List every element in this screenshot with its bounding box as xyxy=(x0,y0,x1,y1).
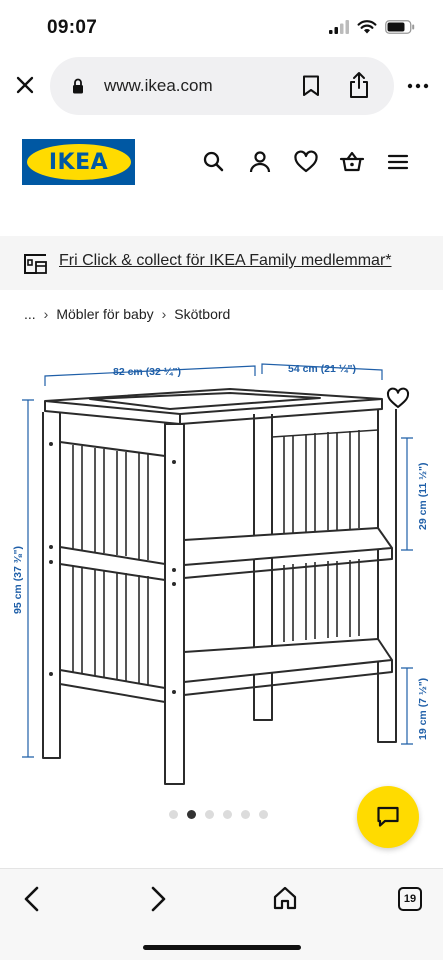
carousel-dot[interactable] xyxy=(241,810,250,819)
bookmark-icon[interactable] xyxy=(302,75,320,97)
carousel-indicator xyxy=(169,810,268,819)
heart-icon[interactable] xyxy=(386,386,410,410)
back-icon[interactable] xyxy=(20,885,44,913)
chevron-right-icon: › xyxy=(161,306,167,322)
carousel-dot[interactable] xyxy=(259,810,268,819)
site-header xyxy=(0,128,443,198)
share-icon[interactable] xyxy=(348,71,370,99)
battery-icon xyxy=(385,20,415,34)
logo-text: IKEA xyxy=(48,149,109,175)
signal-icon xyxy=(329,20,349,34)
browser-bottom-bar xyxy=(0,868,443,960)
menu-icon[interactable] xyxy=(385,149,411,175)
carousel-dot-active[interactable] xyxy=(187,810,196,819)
status-icons xyxy=(329,20,415,34)
breadcrumb-ellipsis[interactable]: ... xyxy=(24,306,36,322)
search-icon[interactable] xyxy=(201,149,227,175)
chat-icon xyxy=(376,805,400,829)
chat-button[interactable] xyxy=(357,786,419,848)
breadcrumb-item-baby-furniture[interactable]: Möbler för baby xyxy=(56,306,154,322)
ikea-logo[interactable] xyxy=(22,139,135,185)
carousel-dot[interactable] xyxy=(223,810,232,819)
dimension-shelf-gap: 29 cm (11 ½") xyxy=(417,462,429,530)
home-indicator xyxy=(143,945,301,950)
carousel-dot[interactable] xyxy=(169,810,178,819)
dimension-depth: 54 cm (21 ¼") xyxy=(288,363,357,375)
product-image[interactable] xyxy=(0,352,443,792)
breadcrumb xyxy=(24,306,230,322)
dimension-width: 82 cm (32 ¼") xyxy=(113,366,182,378)
tabs-count: 19 xyxy=(403,893,417,905)
account-icon[interactable] xyxy=(247,149,273,175)
cart-icon[interactable] xyxy=(339,149,365,175)
status-bar xyxy=(0,0,443,56)
forward-icon[interactable] xyxy=(146,885,170,913)
chevron-right-icon: › xyxy=(43,306,49,322)
header-actions xyxy=(201,149,411,175)
browser-toolbar xyxy=(0,56,443,118)
wishlist-icon[interactable] xyxy=(293,149,319,175)
store-pickup-icon xyxy=(22,252,48,276)
carousel-dot[interactable] xyxy=(205,810,214,819)
status-time: 09:07 xyxy=(47,17,98,38)
promo-text: Fri Click & collect för IKEA Family medlemmar* xyxy=(59,252,392,269)
tabs-button[interactable] xyxy=(398,887,422,911)
lock-icon xyxy=(72,78,84,94)
wifi-icon xyxy=(357,20,377,34)
dimension-bottom-clearance: 19 cm (7 ½") xyxy=(417,677,429,740)
more-icon[interactable] xyxy=(407,82,429,90)
address-bar[interactable] xyxy=(50,57,394,115)
url-text: www.ikea.com xyxy=(104,76,213,95)
dimension-height: 95 cm (37 ⅜") xyxy=(12,545,24,614)
close-icon[interactable] xyxy=(12,72,38,98)
breadcrumb-item-changing-table[interactable]: Skötbord xyxy=(174,306,231,322)
home-icon[interactable] xyxy=(272,885,298,911)
promo-banner[interactable] xyxy=(0,236,443,290)
